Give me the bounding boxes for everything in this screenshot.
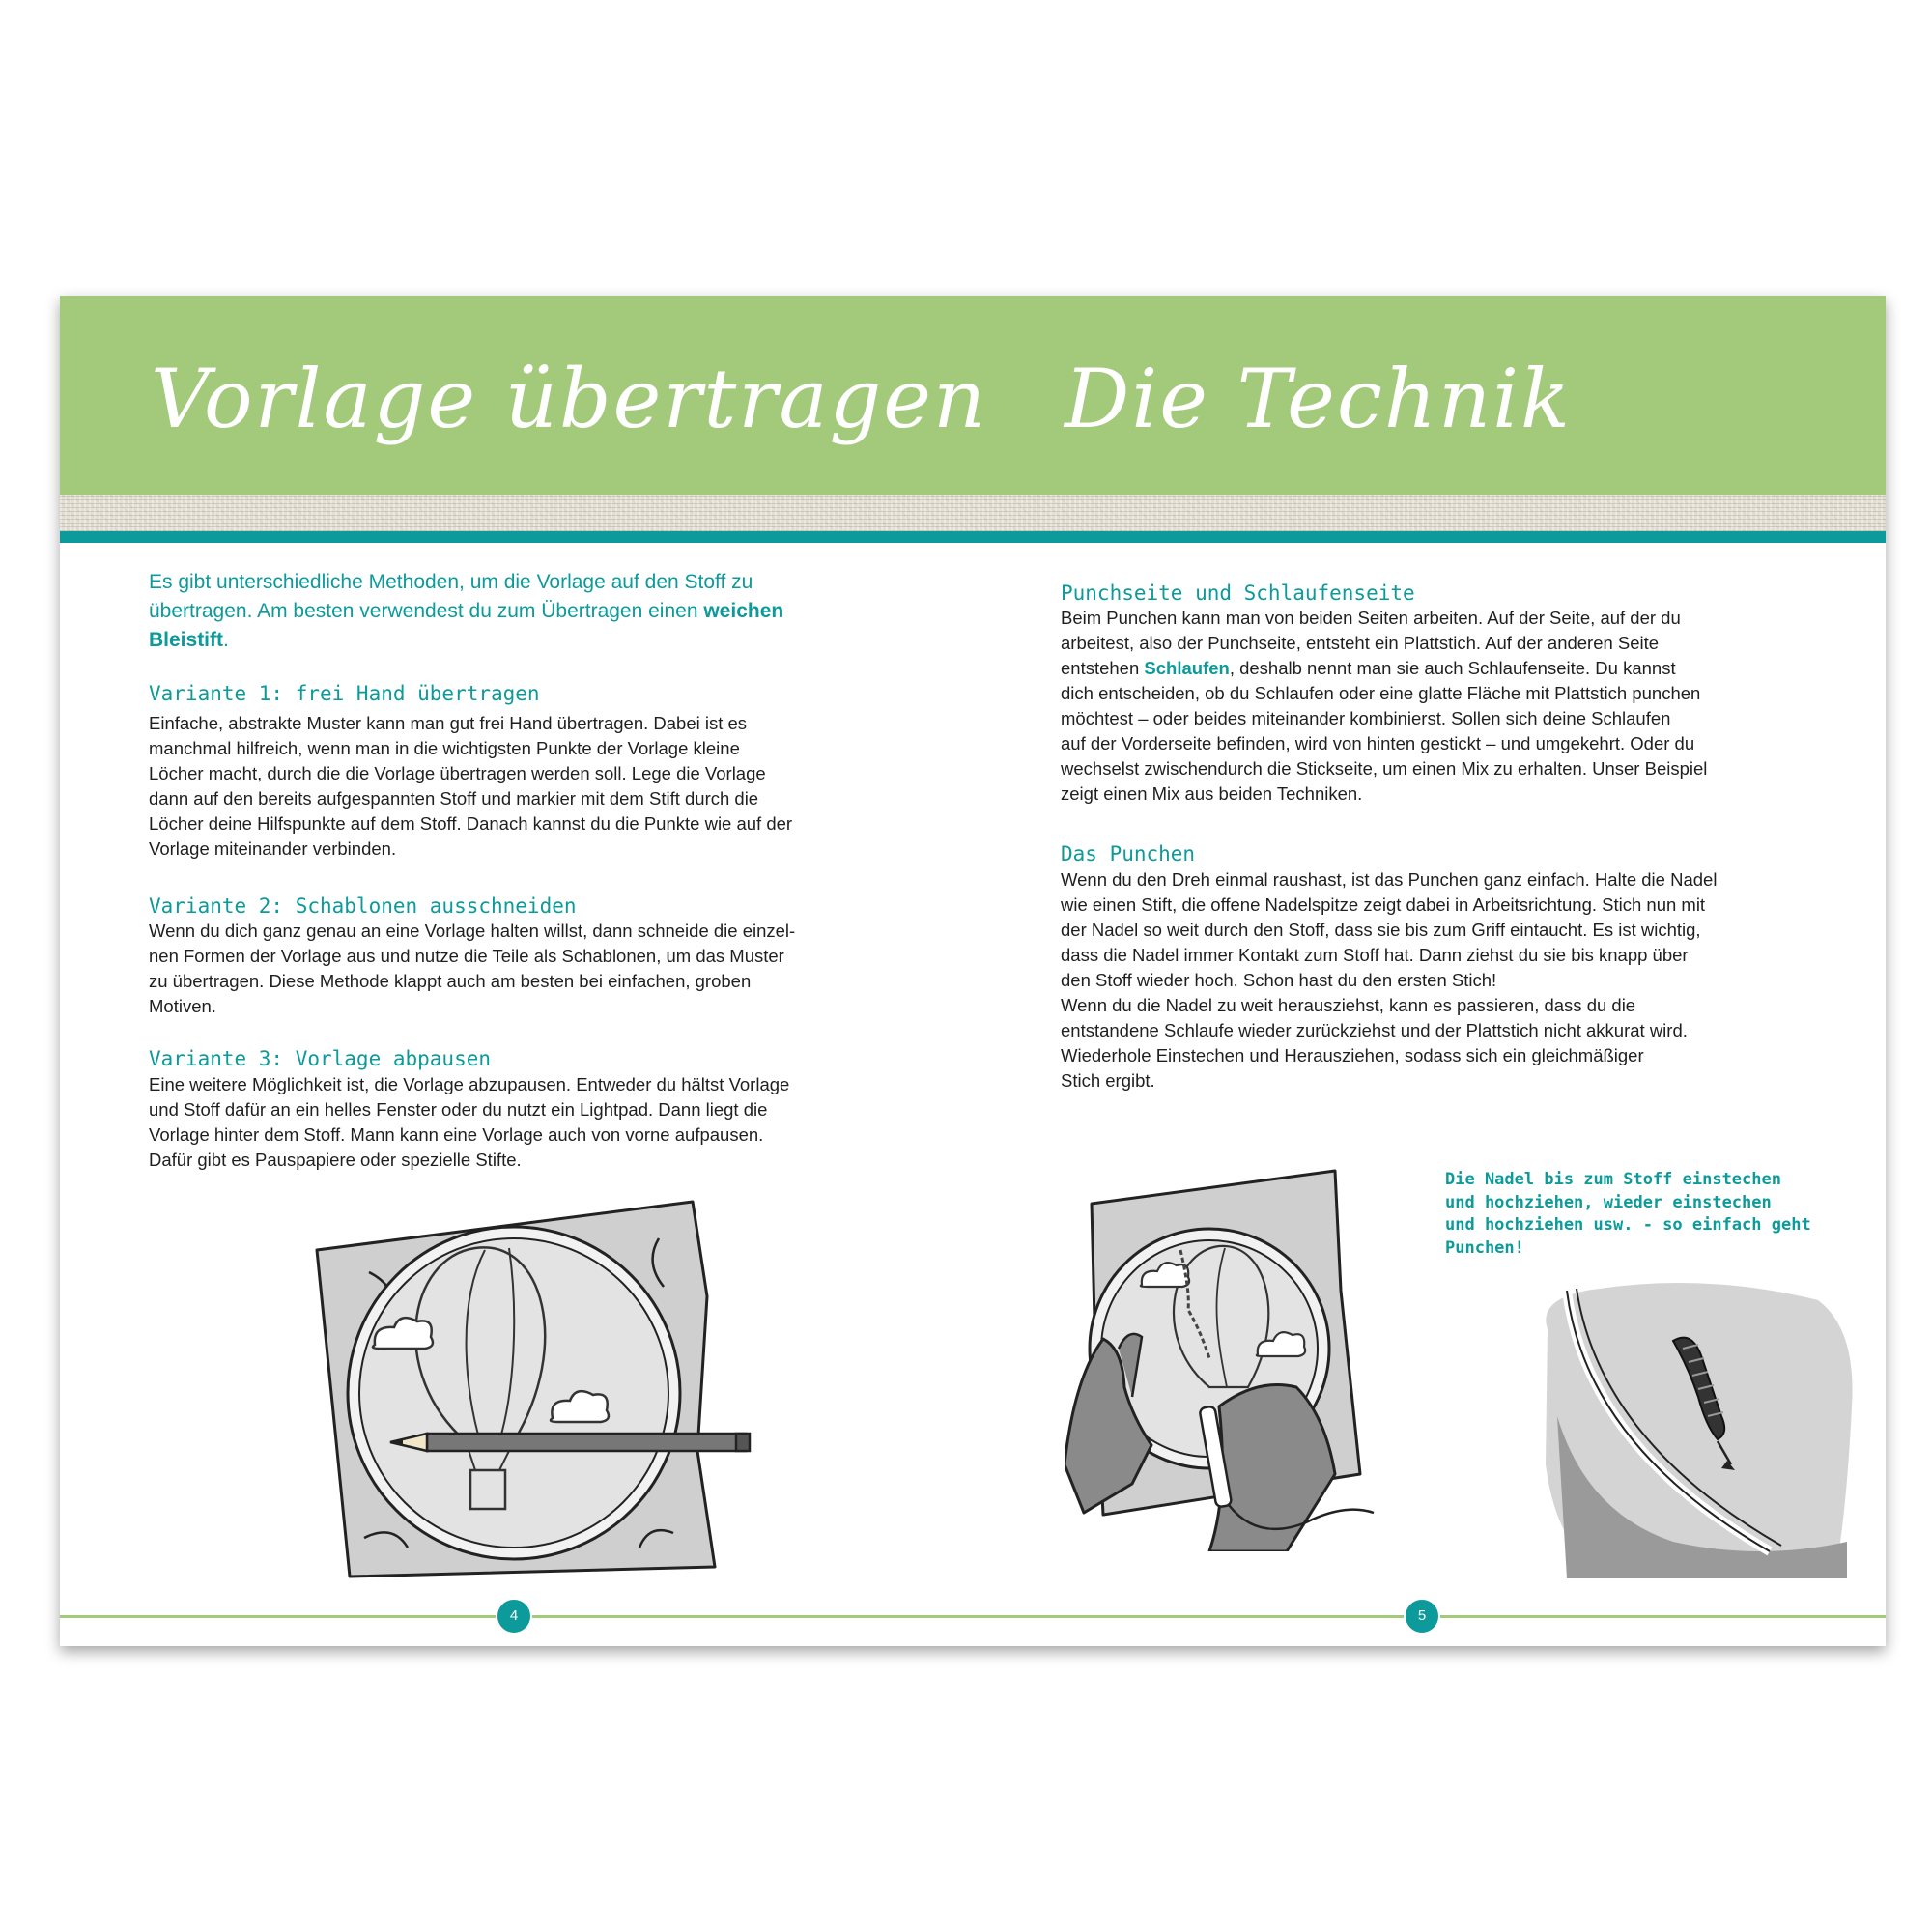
body-line: nen Formen der Vorlage aus und nutze die Teile als Schablonen, um das Muster: [149, 946, 784, 966]
body-line: zu übertragen. Diese Methode klappt auch am besten bei einfachen, groben: [149, 971, 752, 991]
body-line: Vorlage hinter dem Stoff. Mann kann eine Vorlage auch von vorne aufpausen.: [149, 1124, 764, 1145]
book-spread: [60, 296, 1886, 1646]
body-line: Einfache, abstrakte Muster kann man gut frei Hand übertragen. Dabei ist es: [149, 713, 748, 733]
body-line: Wenn du die Nadel zu weit herausziehst, kann es passieren, dass du die: [1061, 995, 1636, 1015]
hands-punching-illustration: [1065, 1165, 1490, 1551]
body-line: manchmal hilfreich, wenn man in die wichtigsten Punkte der Vorlage kleine: [149, 738, 740, 758]
section-heading-das-punchen: Das Punchen: [1061, 842, 1196, 866]
fabric-texture-strip: [60, 495, 1886, 531]
body-line: Wenn du dich ganz genau an eine Vorlage halten willst, dann schneide die einzel-: [149, 921, 796, 941]
section-heading-variante-2: Variante 2: Schablonen ausschneiden: [149, 895, 577, 918]
body-line: dann auf den bereits aufgespannten Stoff und markier mit dem Stift durch die: [149, 788, 759, 809]
body-line: Beim Punchen kann man von beiden Seiten arbeiten. Auf der Seite, auf der du: [1061, 608, 1681, 628]
schlaufen-highlight: Schlaufen: [1144, 658, 1230, 678]
body-line: entstandene Schlaufe wieder zurückziehst und der Plattstich nicht akkurat wird.: [1061, 1020, 1688, 1040]
intro-paragraph: [149, 568, 844, 655]
footer-line: [60, 1615, 1886, 1618]
page-title-right: Die Technik: [1065, 352, 1572, 446]
body-line: [1061, 656, 1853, 681]
body-line: möchtest – oder beides miteinander kombinierst. Sollen sich deine Schlaufen: [1061, 708, 1671, 728]
caption-line: und hochziehen, wieder einstechen: [1445, 1192, 1772, 1212]
section-heading-variante-3: Variante 3: Vorlage abpausen: [149, 1047, 492, 1070]
body-line: der Nadel so weit durch den Stoff, dass sie bis zum Griff eintaucht. Es ist wichtig,: [1061, 920, 1701, 940]
body-line: dass die Nadel immer Kontakt zum Stoff hat. Dann ziehst du sie bis knapp über: [1061, 945, 1689, 965]
body-line: dich entscheiden, ob du Schlaufen oder eine glatte Fläche mit Plattstich punchen: [1061, 683, 1701, 703]
caption-line: Die Nadel bis zum Stoff einstechen: [1445, 1170, 1781, 1189]
hoop-balloon-pencil-illustration: [311, 1180, 833, 1586]
section-body-das-punchen: [1061, 867, 1853, 1094]
illustration-caption: [1445, 1169, 1851, 1260]
body-line: Wenn du den Dreh einmal raushast, ist das Punchen ganz einfach. Halte die Nadel: [1061, 869, 1718, 890]
punch-needle-closeup-illustration: [1528, 1271, 1866, 1578]
page-number-right: 5: [1404, 1598, 1440, 1634]
body-line: wie einen Stift, die offene Nadelspitze zeigt dabei in Arbeitsrichtung. Stich nun mit: [1061, 895, 1706, 915]
intro-highlight: weichen Bleistift: [149, 600, 784, 651]
section-heading-punchseite: Punchseite und Schlaufenseite: [1061, 582, 1415, 605]
caption-line: und hochziehen usw. - so einfach geht: [1445, 1215, 1811, 1235]
body-line: Eine weitere Möglichkeit ist, die Vorlage abzupausen. Entweder du hältst Vorlage: [149, 1074, 790, 1094]
body-line: wechselst zwischendurch die Stickseite, um einen Mix zu erhalten. Unser Beispiel: [1061, 758, 1708, 779]
page-title-left: Vorlage übertragen: [151, 352, 988, 446]
section-body-variante-3: [149, 1072, 864, 1173]
text-span: , deshalb nennt man sie auch Schlaufenseite. Du kannst: [1229, 658, 1676, 678]
body-line: arbeitest, also der Punchseite, entsteht ein Plattstich. Auf der anderen Seite: [1061, 633, 1660, 653]
body-line: Wiederhole Einstechen und Herausziehen, sodass sich ein gleichmäßiger: [1061, 1045, 1644, 1065]
body-line: Vorlage miteinander verbinden.: [149, 838, 397, 859]
page-number-left: 4: [496, 1598, 532, 1634]
body-line: auf der Vorderseite befinden, wird von hinten gestickt – und umgekehrt. Oder du: [1061, 733, 1695, 753]
header-teal-bar: [60, 531, 1886, 543]
intro-text: Es gibt unterschiedliche Methoden, um die Vorlage auf den Stoff zu übertragen. Am besten verwendest du zum Übertragen einen: [149, 571, 753, 622]
intro-end: .: [223, 629, 229, 651]
caption-line: Punchen!: [1445, 1237, 1524, 1258]
body-line: den Stoff wieder hoch. Schon hast du den ersten Stich!: [1061, 970, 1497, 990]
body-line: und Stoff dafür an ein helles Fenster oder du nutzt ein Lightpad. Dann liegt die: [149, 1099, 768, 1120]
section-body-variante-2: [149, 919, 864, 1019]
body-line: Löcher macht, durch die die Vorlage übertragen werden soll. Lege die Vorlage: [149, 763, 766, 783]
text-span: entstehen: [1061, 658, 1145, 678]
body-line: Dafür gibt es Pauspapiere oder spezielle Stifte.: [149, 1150, 522, 1170]
section-body-punchseite: [1061, 606, 1853, 807]
body-line: zeigt einen Mix aus beiden Techniken.: [1061, 783, 1363, 804]
section-heading-variante-1: Variante 1: frei Hand übertragen: [149, 682, 540, 705]
body-line: Motiven.: [149, 996, 216, 1016]
body-line: Löcher deine Hilfspunkte auf dem Stoff. Danach kannst du die Punkte wie auf der: [149, 813, 793, 834]
section-body-variante-1: [149, 711, 864, 862]
body-line: Stich ergibt.: [1061, 1070, 1155, 1091]
